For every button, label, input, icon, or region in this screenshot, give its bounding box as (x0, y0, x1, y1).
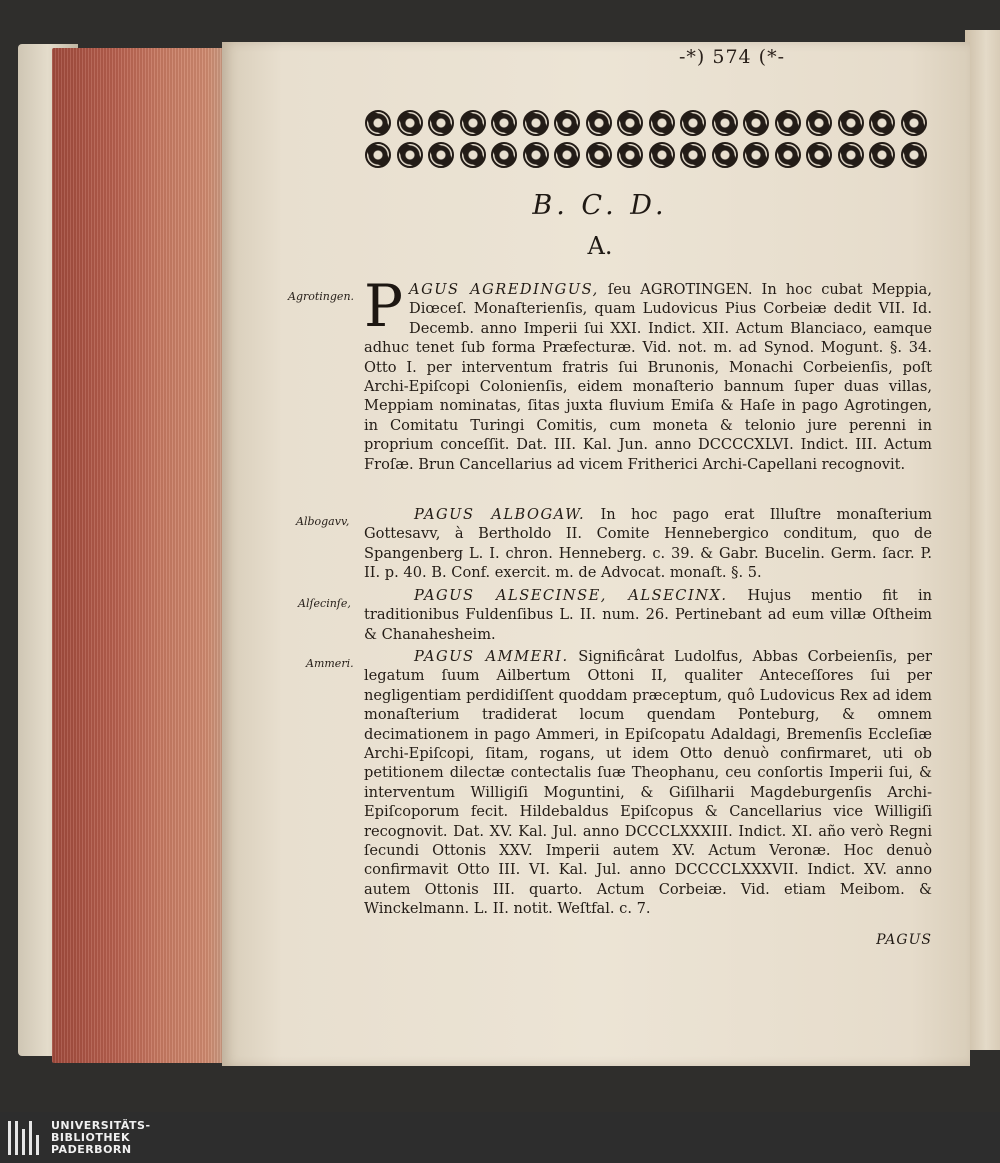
entry-heading: AGUS AGREDINGUS, (409, 281, 599, 298)
ornament-icon (523, 110, 549, 136)
ornament-row-bottom (365, 142, 927, 170)
ornament-icon (712, 142, 738, 168)
ornament-icon (428, 110, 454, 136)
ornament-icon (680, 110, 706, 136)
ornament-icon (869, 110, 895, 136)
ornament-icon (617, 110, 643, 136)
catchword: PAGUS (876, 932, 932, 948)
entry-text: Significârat Ludolfus, Abbas Corbeienſis, per legatum ſuum Ailbertum Ottoni II, qualiter Anteceſſores ſui per negligentiam perdidiſſent quoddam præceptum, quô Ludovicus Rex ad idem monaſterium tradiderat locum quendam Ponteburg, & omnem decimationem in pago Ammeri, in Epiſcopatu Adaldagi, Bremenſis Eccleſiæ Archi-Epiſcopi, ſitam, rogans, ut idem Otto denuò confirmaret, uti ob petitionem dilectæ contectalis ſuæ Theophanu, ceu conſortis Imperii ſui, & interventum Willigiſi Moguntini, & Giſilharii Magdeburgenſis Archi-Epiſcoporum fecit. Hildebaldus Epiſcopus & Cancellarius vice Willigiſi recognovit. Dat. XV. Kal. Jul. anno DCCCLXXXIII. Indict. XI. año verò Regni ſecundi Ottonis XXV. Imperii autem XV. Actum Veronæ. Hoc denuò confirmavit Otto III. VI. Kal. Jul. anno DCCCCLXXXVII. Indict. XV. anno autem Ottonis III. quarto. Actum Corbeiæ. Vid. etiam Meibom. & Winckelmann. L. II. notit. Weſtfal. c. 7. (364, 648, 932, 918)
ornament-icon (586, 110, 612, 136)
ornament-icon (712, 110, 738, 136)
printed-page (222, 42, 970, 1066)
library-name-line: BIBLIOTHEK (51, 1130, 131, 1144)
ornament-icon (838, 110, 864, 136)
ornament-icon (554, 110, 580, 136)
entry-heading: PAGUS ALSECINSE, ALSECINX. (414, 587, 728, 604)
ornament-icon (617, 142, 643, 168)
ornament-icon (775, 142, 801, 168)
facing-page-edge (965, 30, 1000, 1050)
ornament-icon (397, 142, 423, 168)
ornament-icon (743, 110, 769, 136)
entry-text: In hoc pago erat Illuſtre monaſterium Gottesavv, à Bertholdo II. Comite Hennebergico conditum, quo de Spangenberg L. I. chron. Henneberg. c. 39. & Gabr. Bucelin. Germ. ſacr. P. II. p. 40. B. Conf. exercit. m. de Advocat. monaſt. §. 5. (364, 506, 932, 582)
drop-cap: P (364, 272, 404, 340)
ornament-icon (869, 142, 895, 168)
ornament-icon (491, 142, 517, 168)
ornament-band (365, 110, 927, 172)
ornament-icon (491, 110, 517, 136)
page-number: -*) 574 (*- (678, 46, 785, 68)
entry-ammeri (364, 647, 932, 919)
ornament-icon (806, 110, 832, 136)
ornament-icon (901, 142, 927, 168)
entry-text: ſeu AGROTINGEN. In hoc cubat Meppia, Diœceſ. Monaſterienſis, quam Ludovicus Pius Corbeiæ dedit VII. Id. Decemb. anno Imperii ſui XXI. Indict. XII. Actum Blanciaco, eamque adhuc tenet ſub forma Præfecturæ. Vid. not. m. ad Synod. Mogunt. §. 34. Otto I. per interventum fratris ſui Brunonis, Monachi Corbeienſis, poſt Archi-Epiſcopi Colonienſis, eidem monaſterio bannum ſuper duas villas, Meppiam nominatas, ſitas juxta fluvium Emiſa & Haſe in pago Agrotingen, in Comitatu Turingi Comitis, cum moneta & telonio jure perenni in proprium conceſſit. Dat. III. Kal. Jun. anno DCCCCXLVI. Indict. III. Actum Froſæ. Brun Cancellarius ad vicem Fritherici Archi-Capellani recognovit. (364, 281, 932, 473)
margin-label: Agrotingen. (288, 290, 355, 303)
ornament-icon (680, 142, 706, 168)
ornament-icon (649, 110, 675, 136)
ornament-icon (460, 110, 486, 136)
ornament-icon (460, 142, 486, 168)
ornament-icon (806, 142, 832, 168)
library-name-line: UNIVERSITÄTS- (51, 1118, 151, 1132)
entry-heading: PAGUS ALBOGAW. (414, 506, 586, 523)
ornament-icon (586, 142, 612, 168)
entry-albogaw (364, 505, 932, 583)
ornament-icon (901, 110, 927, 136)
letter-heading: A. (587, 232, 613, 260)
ornament-icon (365, 110, 391, 136)
library-name-line: PADERBORN (51, 1142, 132, 1156)
ornament-icon (428, 142, 454, 168)
margin-label: Ammeri. (306, 657, 354, 670)
section-title: B. C. D. (532, 190, 668, 221)
ornament-icon (838, 142, 864, 168)
ornament-icon (554, 142, 580, 168)
entry-alsecinse (364, 586, 932, 644)
ornament-row-top (365, 110, 927, 138)
ornament-icon (775, 110, 801, 136)
ornament-icon (523, 142, 549, 168)
margin-label: Alſecinſe, (298, 597, 351, 610)
ornament-icon (649, 142, 675, 168)
page-edges (52, 48, 234, 1063)
entry-text: Hujus mentio fit in traditionibus Fuldenſibus L. II. num. 26. Pertinebant ad eum villæ Oſtheim & Chanahesheim. (364, 587, 933, 643)
ornament-icon (365, 142, 391, 168)
library-logo-icon (8, 1121, 39, 1155)
library-footer (0, 1112, 1000, 1163)
margin-label: Albogavv, (296, 515, 350, 528)
ornament-icon (743, 142, 769, 168)
ornament-icon (397, 110, 423, 136)
entry-heading: PAGUS AMMERI. (414, 648, 569, 665)
entry-agredingus (364, 272, 932, 474)
library-name (51, 1120, 151, 1156)
